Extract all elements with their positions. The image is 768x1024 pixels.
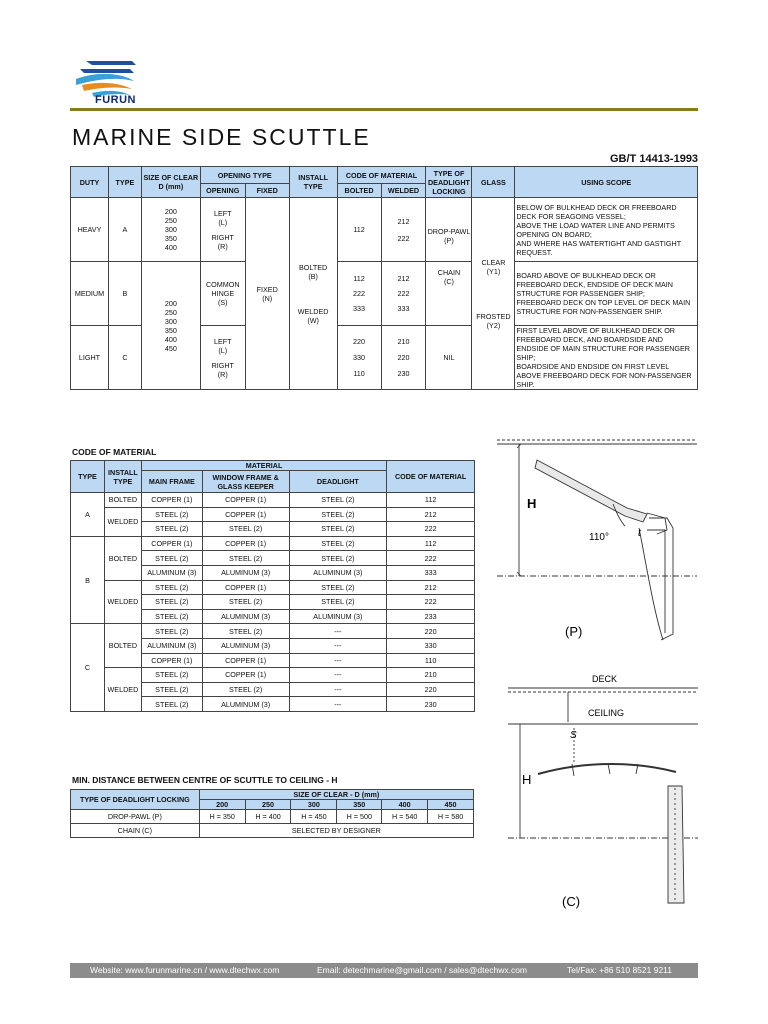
header-code-material: CODE OF MATERIAL <box>337 167 426 184</box>
code-cell: 222 <box>387 595 475 610</box>
md-row-label: CHAIN (C) <box>71 824 200 838</box>
medium-deadlight: CHAIN (C) <box>426 262 472 326</box>
header-scope: USING SCOPE <box>515 167 698 198</box>
header-glass: GLASS <box>472 167 515 198</box>
main-frame-cell: STEEL (2) <box>141 595 202 610</box>
glass-cell: CLEAR (Y1) FROSTED (Y2) <box>472 198 515 390</box>
figure-chain <box>508 668 698 930</box>
window-frame-cell: COPPER (1) <box>202 668 289 683</box>
window-frame-cell: COPPER (1) <box>202 653 289 668</box>
window-frame-cell: ALUMINUM (3) <box>202 609 289 624</box>
header-type: TYPE <box>108 167 141 198</box>
code-cell: 110 <box>387 653 475 668</box>
window-frame-cell: ALUMINUM (3) <box>202 697 289 712</box>
material-row <box>71 507 475 522</box>
window-frame-cell: STEEL (2) <box>202 595 289 610</box>
deadlight-cell: ALUMINUM (3) <box>289 609 387 624</box>
min-distance-table <box>70 789 474 838</box>
light-deadlight: NIL <box>426 326 472 390</box>
deadlight-cell: STEEL (2) <box>289 580 387 595</box>
deadlight-cell: STEEL (2) <box>289 522 387 537</box>
md-merged-cell: SELECTED BY DESIGNER <box>199 824 473 838</box>
code-cell: 220 <box>387 624 475 639</box>
header-deadlight: TYPE OF DEADLIGHT LOCKING <box>426 167 472 198</box>
deadlight-cell: STEEL (2) <box>289 507 387 522</box>
deadlight-cell: --- <box>289 653 387 668</box>
md-header-locking: TYPE OF DEADLIGHT LOCKING <box>71 790 200 810</box>
material-install-cell: BOLTED <box>104 536 141 580</box>
main-frame-cell: STEEL (2) <box>141 624 202 639</box>
type-a: A <box>108 198 141 262</box>
brand-name: FURUN <box>95 94 136 106</box>
code-cell: 230 <box>387 697 475 712</box>
header-fixed: FIXED <box>245 184 289 198</box>
main-frame-cell: STEEL (2) <box>141 682 202 697</box>
duty-light: LIGHT <box>71 326 109 390</box>
header-size: SIZE OF CLEAR D (mm) <box>141 167 200 198</box>
material-row <box>71 536 475 551</box>
deadlight-cell: --- <box>289 638 387 653</box>
material-row <box>71 668 475 683</box>
header-welded: WELDED <box>381 184 426 198</box>
deadlight-cell: STEEL (2) <box>289 493 387 508</box>
main-frame-cell: COPPER (1) <box>141 536 202 551</box>
heavy-opening: LEFT (L) RIGHT (R) <box>200 198 245 262</box>
light-bolted: 220 330 110 <box>337 326 381 390</box>
c-ceiling-label: CEILING <box>588 708 625 718</box>
min-distance-title: MIN. DISTANCE BETWEEN CENTRE OF SCUTTLE TO CEILING - H <box>72 775 338 785</box>
material-type-cell: C <box>71 624 105 712</box>
footer-email: Email: detechmarine@gmail.com / sales@dtechwx.com <box>317 965 527 975</box>
c-caption: (C) <box>562 894 581 909</box>
p-angle-label: 110° <box>589 532 609 543</box>
window-frame-cell: STEEL (2) <box>202 624 289 639</box>
medium-scope: BOARD ABOVE OF BULKHEAD DECK OR FREEBOARD DECK, ENDSIDE OF DECK MAIN STRUCTURE FOR PASSENGER SHIP; FREEBOARD DECK ON TOP LEVEL OF DECK MAIN STRUCTURE FOR NON-PASSENGER SHIP. <box>515 262 698 326</box>
deadlight-cell: --- <box>289 624 387 639</box>
standard-number: GB/T 14413-1993 <box>610 153 699 165</box>
com-header-material: MATERIAL <box>141 461 386 471</box>
footer-website: Website: www.furunmarine.cn / www.dtechwx.com <box>90 965 280 975</box>
md-row-label: DROP-PAWL (P) <box>71 810 200 824</box>
light-welded: 210 220 230 <box>381 326 426 390</box>
c-deck-label: DECK <box>592 674 618 684</box>
material-install-cell: WELDED <box>104 668 141 712</box>
p-h-label: H <box>527 496 537 511</box>
heavy-sizes: 200 250 300 350 400 <box>141 198 200 262</box>
md-value-cell: H = 540 <box>382 810 428 824</box>
light-opening: LEFT (L) RIGHT (R) <box>200 326 245 390</box>
code-cell: 222 <box>387 522 475 537</box>
code-cell: 212 <box>387 580 475 595</box>
window-frame-cell: STEEL (2) <box>202 682 289 697</box>
window-frame-cell: STEEL (2) <box>202 551 289 566</box>
main-frame-cell: STEEL (2) <box>141 522 202 537</box>
deadlight-cell: --- <box>289 668 387 683</box>
code-cell: 112 <box>387 536 475 551</box>
main-frame-cell: STEEL (2) <box>141 668 202 683</box>
md-size-header: 350 <box>337 800 382 810</box>
md-size-header: 200 <box>199 800 245 810</box>
main-frame-cell: ALUMINUM (3) <box>141 565 202 580</box>
deadlight-cell: ALUMINUM (3) <box>289 565 387 580</box>
figure-drop-pawl <box>497 418 697 650</box>
com-header-window-frame: WINDOW FRAME & GLASS KEEPER <box>202 471 289 493</box>
heavy-scope: BELOW OF BULKHEAD DECK OR FREEBOARD DECK FOR SEAGOING VESSEL; ABOVE THE LOAD WATER LINE AND PERMITS OPENING ON BOARD; AND WHERE HAS WATERTIGHT AND GASTIGHT REQUEST. <box>515 198 698 262</box>
md-size-header: 450 <box>428 800 474 810</box>
footer-bar <box>70 963 698 978</box>
code-cell: 220 <box>387 682 475 697</box>
header-opening-type: OPENING TYPE <box>200 167 289 184</box>
md-value-cell: H = 450 <box>291 810 337 824</box>
fixed-cell: FIXED (N) <box>245 198 289 390</box>
window-frame-cell: COPPER (1) <box>202 493 289 508</box>
material-row <box>71 493 475 508</box>
material-type-cell: A <box>71 493 105 537</box>
medium-bolted: 112 222 333 <box>337 262 381 326</box>
main-frame-cell: COPPER (1) <box>141 493 202 508</box>
duty-heavy: HEAVY <box>71 198 109 262</box>
main-frame-cell: ALUMINUM (3) <box>141 638 202 653</box>
c-h-label: H <box>522 772 532 787</box>
window-frame-cell: COPPER (1) <box>202 580 289 595</box>
material-install-cell: WELDED <box>104 580 141 624</box>
com-header-type: TYPE <box>71 461 105 493</box>
code-cell: 112 <box>387 493 475 508</box>
code-cell: 330 <box>387 638 475 653</box>
deadlight-cell: --- <box>289 697 387 712</box>
type-c: C <box>108 326 141 390</box>
heavy-bolted: 112 <box>337 198 381 262</box>
header-duty: DUTY <box>71 167 109 198</box>
code-cell: 333 <box>387 565 475 580</box>
heavy-deadlight: DROP-PAWL (P) <box>426 198 472 262</box>
p-t-label: t <box>638 528 641 539</box>
main-frame-cell: STEEL (2) <box>141 551 202 566</box>
heavy-welded: 212 222 <box>381 198 426 262</box>
md-value-cell: H = 500 <box>337 810 382 824</box>
code-of-material-title: CODE OF MATERIAL <box>72 447 157 457</box>
main-frame-cell: COPPER (1) <box>141 653 202 668</box>
light-sizes: 200 250 300 350 400 450 <box>141 262 200 390</box>
com-header-main-frame: MAIN FRAME <box>141 471 202 493</box>
com-header-code: CODE OF MATERIAL <box>387 461 475 493</box>
deadlight-cell: STEEL (2) <box>289 595 387 610</box>
duty-medium: MEDIUM <box>71 262 109 326</box>
main-frame-cell: STEEL (2) <box>141 580 202 595</box>
window-frame-cell: ALUMINUM (3) <box>202 565 289 580</box>
md-size-header: 250 <box>245 800 291 810</box>
deadlight-cell: STEEL (2) <box>289 536 387 551</box>
header-opening: OPENING <box>200 184 245 198</box>
footer-phone: Tel/Fax: +86 510 8521 9211 <box>567 965 672 975</box>
medium-welded: 212 222 333 <box>381 262 426 326</box>
c-s-label: S <box>570 730 577 741</box>
specification-table <box>70 166 698 390</box>
header-rule <box>70 108 698 111</box>
code-cell: 222 <box>387 551 475 566</box>
main-frame-cell: STEEL (2) <box>141 507 202 522</box>
md-value-cell: H = 350 <box>199 810 245 824</box>
main-frame-cell: STEEL (2) <box>141 697 202 712</box>
material-install-cell: BOLTED <box>104 624 141 668</box>
code-cell: 210 <box>387 668 475 683</box>
type-b: B <box>108 262 141 326</box>
code-of-material-table <box>70 460 475 712</box>
material-row <box>71 624 475 639</box>
header-bolted: BOLTED <box>337 184 381 198</box>
deadlight-cell: --- <box>289 682 387 697</box>
window-frame-cell: COPPER (1) <box>202 536 289 551</box>
material-row <box>71 580 475 595</box>
md-size-header: 300 <box>291 800 337 810</box>
material-install-cell: WELDED <box>104 507 141 536</box>
window-frame-cell: ALUMINUM (3) <box>202 638 289 653</box>
header-install-type: INSTALL TYPE <box>289 167 337 198</box>
md-value-cell: H = 400 <box>245 810 291 824</box>
deadlight-cell: STEEL (2) <box>289 551 387 566</box>
material-install-cell: BOLTED <box>104 493 141 508</box>
window-frame-cell: COPPER (1) <box>202 507 289 522</box>
window-frame-cell: STEEL (2) <box>202 522 289 537</box>
install-cell: BOLTED (B) WELDED (W) <box>289 198 337 390</box>
medium-opening: COMMON HINGE (S) <box>200 262 245 326</box>
main-frame-cell: STEEL (2) <box>141 609 202 624</box>
com-header-install: INSTALL TYPE <box>104 461 141 493</box>
md-value-cell: H = 580 <box>428 810 474 824</box>
com-header-deadlight: DEADLIGHT <box>289 471 387 493</box>
p-caption: (P) <box>565 624 583 639</box>
material-type-cell: B <box>71 536 105 624</box>
md-header-size: SIZE OF CLEAR - D (mm) <box>199 790 473 800</box>
md-size-header: 400 <box>382 800 428 810</box>
code-cell: 212 <box>387 507 475 522</box>
light-scope: FIRST LEVEL ABOVE OF BULKHEAD DECK OR FREEBOARD DECK, AND BOARDSIDE AND ENDSIDE OF MAIN STRUCTURE FOR PASSENGER SHIP; BOARDSIDE AND ENDSIDE ON FIRST LEVEL ABOVE FREEBOARD DECK FOR NON-PASSENGER SHIP. <box>515 326 698 390</box>
document-title: MARINE SIDE SCUTTLE <box>72 124 371 150</box>
code-cell: 233 <box>387 609 475 624</box>
